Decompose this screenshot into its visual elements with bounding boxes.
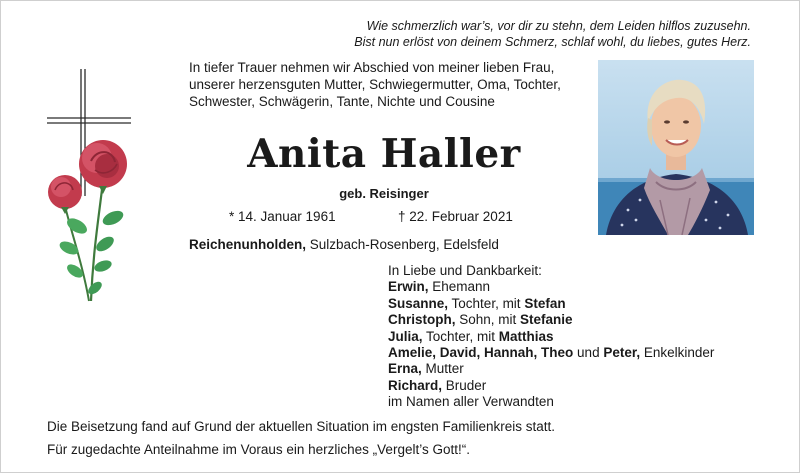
death-date: † 22. Februar 2021 bbox=[398, 209, 513, 224]
place-main: Reichenunholden, bbox=[189, 237, 307, 252]
family-row: Richard, Bruder bbox=[388, 377, 487, 393]
deceased-name: Anita Haller bbox=[247, 131, 521, 177]
family-row: Erna, Mutter bbox=[388, 361, 464, 377]
places bbox=[189, 237, 499, 252]
family-footer: im Namen aller Verwandten bbox=[388, 394, 554, 410]
family-heading: In Liebe und Dankbarkeit: bbox=[388, 263, 542, 278]
burial-note: Die Beisetzung fand auf Grund der aktuellen Situation im engsten Familienkreis statt. bbox=[47, 419, 556, 434]
birth-date: * 14. Januar 1961 bbox=[229, 209, 336, 224]
family-row: Susanne, Tochter, mit Stefan bbox=[388, 295, 566, 311]
family-row: Christoph, Sohn, mit Stefanie bbox=[388, 312, 573, 328]
family-row: Erwin, Ehemann bbox=[388, 279, 491, 295]
poem-line-1: Wie schmerzlich war’s, vor dir zu stehn, dem Leiden hilflos zuzusehn. bbox=[366, 19, 751, 33]
portrait-photo bbox=[598, 60, 754, 235]
family-list bbox=[388, 263, 788, 411]
family-row: Julia, Tochter, mit Matthias bbox=[388, 328, 554, 344]
poem bbox=[231, 18, 751, 50]
thanks-note: Für zugedachte Anteilnahme im Voraus ein herzliches „Vergelt’s Gott!“. bbox=[47, 442, 470, 457]
place-others: Sulzbach-Rosenberg, Edelsfeld bbox=[306, 237, 499, 252]
poem-line-2: Bist nun erlöst von deinem Schmerz, schlaf wohl, du liebes, gutes Herz. bbox=[354, 35, 751, 49]
cross-with-roses-icon bbox=[41, 66, 151, 311]
birth-name: geb. Reisinger bbox=[339, 186, 429, 201]
mourning-intro: In tiefer Trauer nehmen wir Abschied von meiner lieben Frau, unserer herzensguten Mutter, Schwiegermutter, Oma, Tochter, Schwester, Schwägerin, Tante, Nichte und Cousine bbox=[189, 60, 561, 109]
family-row: Amelie, David, Hannah, Theo und Peter, Enkelkinder bbox=[388, 345, 715, 361]
